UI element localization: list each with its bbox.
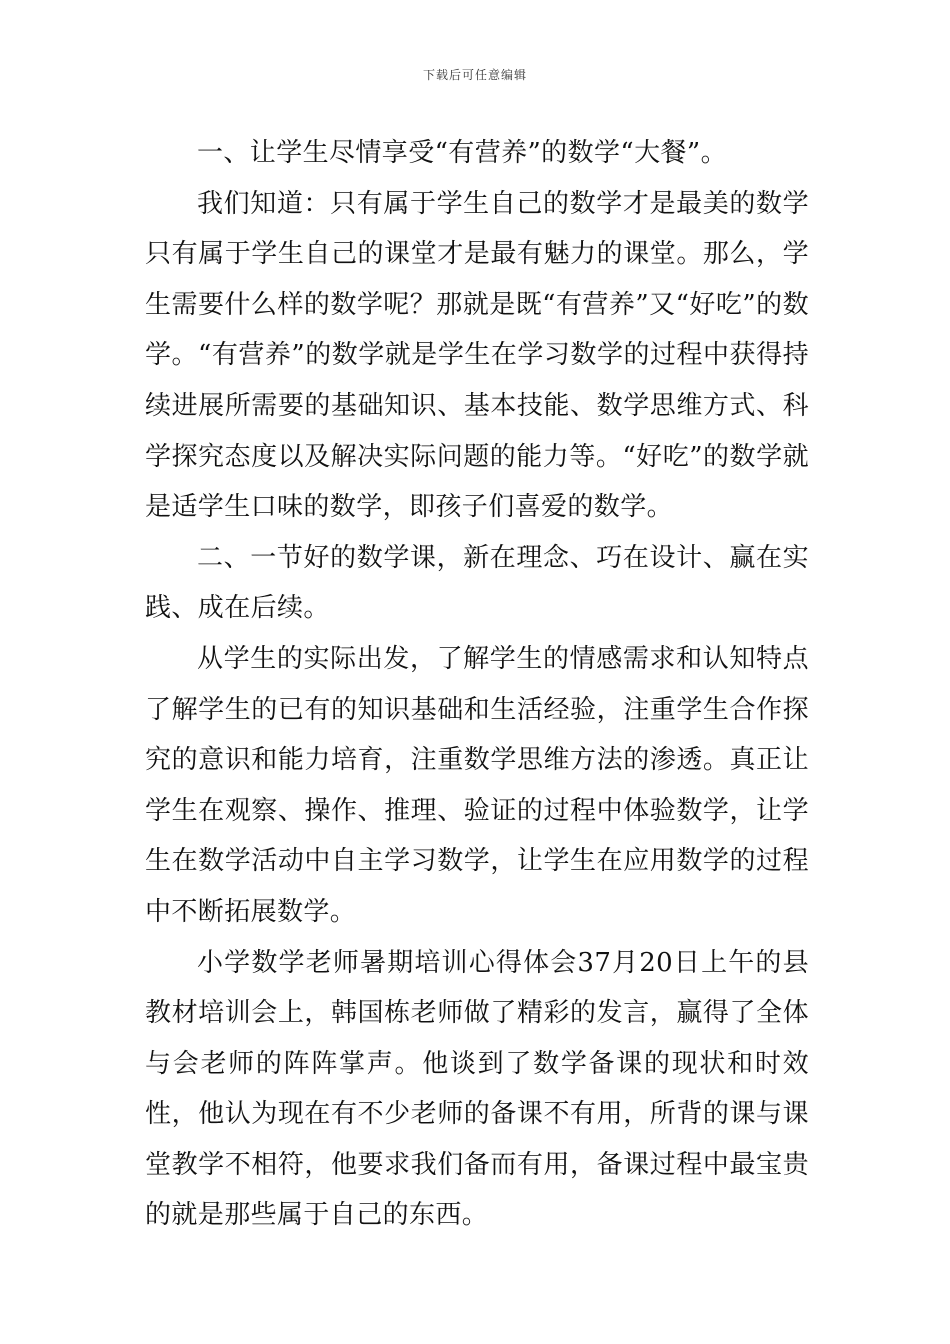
paragraph-4: 从学生的实际出发，了解学生的情感需求和认知特点了解学生的已有的知识基础和生活经验，注重学生合作探究的意识和能力培育，注重数学思维方法的渗透。真正让学生在观察、操作、推理、验证的过程中体验数学，让学生在数学活动中自主学习数学，让学生在应用数学的过程中不断拓展数学。: [145, 643, 809, 927]
paragraph-1: 一、让学生尽情享受“有营养”的数学“大餐”。: [197, 138, 727, 168]
paragraph-5: 小学数学老师暑期培训心得体会37月20日上午的县教材培训会上，韩国栋老师做了精彩的发言，赢得了全体与会老师的阵阵掌声。他谈到了数学备课的现状和时效性，他认为现在有不少老师的备课不有用，所背的课与课堂教学不相符，他要求我们备而有用，备课过程中最宝贵的就是那些属于自己的东西。: [145, 947, 809, 1231]
paragraph-2: 我们知道：只有属于学生自己的数学才是最美的数学只有属于学生自己的课堂才是最有魅力的课堂。那么，学生需要什么样的数学呢？那就是既“有营养”又“好吃”的数学。“有营养”的数学就是学生在学习数学的过程中获得持续进展所需要的基础知识、基本技能、数学思维方式、科学探究态度以及解决实际问题的能力等。“好吃”的数学就是适学生口味的数学，即孩子们喜爱的数学。: [145, 188, 809, 523]
header-note: 下载后可任意编辑: [422, 68, 527, 82]
document-body: [145, 128, 809, 1241]
paragraph-3: 二、一节好的数学课，新在理念、巧在设计、赢在实践、成在后续。: [145, 542, 809, 624]
